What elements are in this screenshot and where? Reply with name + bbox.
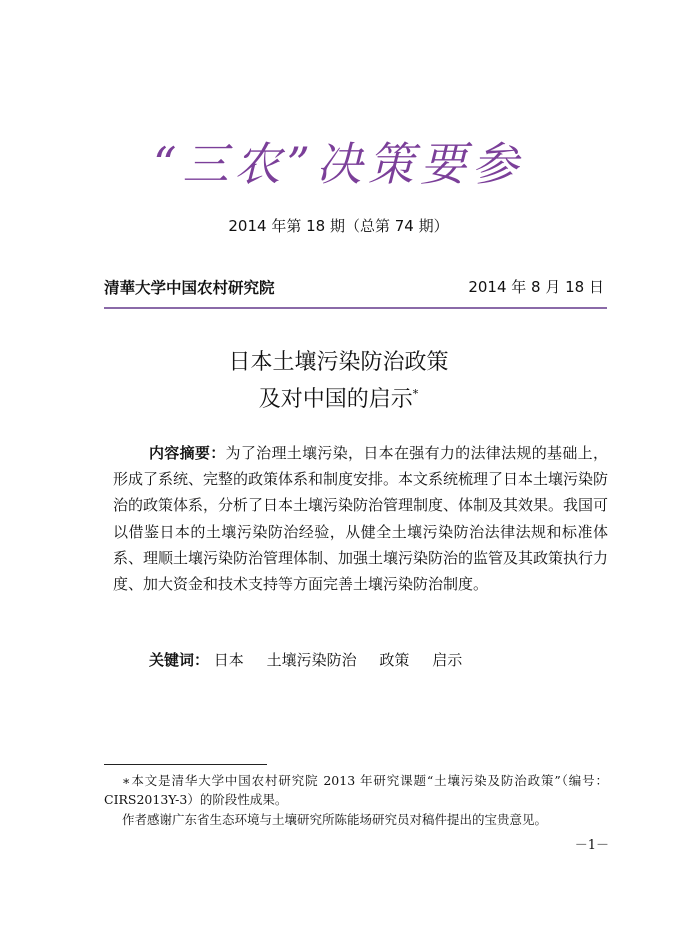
institution-name: 清華大学中国农村研究院: [104, 278, 275, 297]
keywords: [149, 649, 480, 670]
issue-number: 2014 年第 18 期（总第 74 期）: [228, 217, 449, 235]
abstract-label: 内容摘要：: [149, 444, 226, 462]
footnote-acknowledgement: 作者感谢广东省生态环境与土壤研究所陈能场研究员对稿件提出的宝贵意见。: [122, 812, 548, 827]
title-footnote-mark: *: [412, 387, 419, 401]
keywords-label: 关键词：: [149, 651, 210, 669]
footnote-funding: ∗本文是清华大学中国农村研究院 2013 年研究课题“土壤污染及防治政策”（编号：CIRS2013Y-3）的阶段性成果。: [104, 773, 608, 807]
abstract: [113, 440, 608, 597]
keyword: 政策: [379, 651, 410, 669]
keyword: 土壤污染防治: [266, 651, 357, 669]
abstract-text: 为了治理土壤污染，日本在强有力的法律法规的基础上，形成了系统、完整的政策体系和制度安排。本文系统梳理了日本土壤污染防治的政策体系，分析了日本土壤污染防治管理制度、体制及其效果。我国可以借鉴日本的土壤污染防治经验，从健全土壤污染防治法律法规和标准体系、理顺土壤污染防治管理体制、加强土壤污染防治的监管及其政策执行力度、加大资金和技术支持等方面完善土壤污染防治制度。: [113, 444, 609, 594]
footnote-divider: [104, 764, 267, 765]
article-title-line2-text: 及对中国的启示: [258, 387, 413, 412]
article-title-line1: 日本土壤污染防治政策: [228, 350, 449, 375]
institution-row: [104, 276, 604, 298]
article-title-line2: [0, 382, 677, 413]
publish-date: 2014 年 8 月 18 日: [468, 278, 604, 296]
header-divider: [104, 307, 607, 309]
series-title: “三农”决策要参: [152, 137, 525, 191]
keyword: 日本: [213, 651, 244, 669]
keyword: 启示: [432, 651, 463, 669]
page-number: －1－: [574, 838, 609, 853]
